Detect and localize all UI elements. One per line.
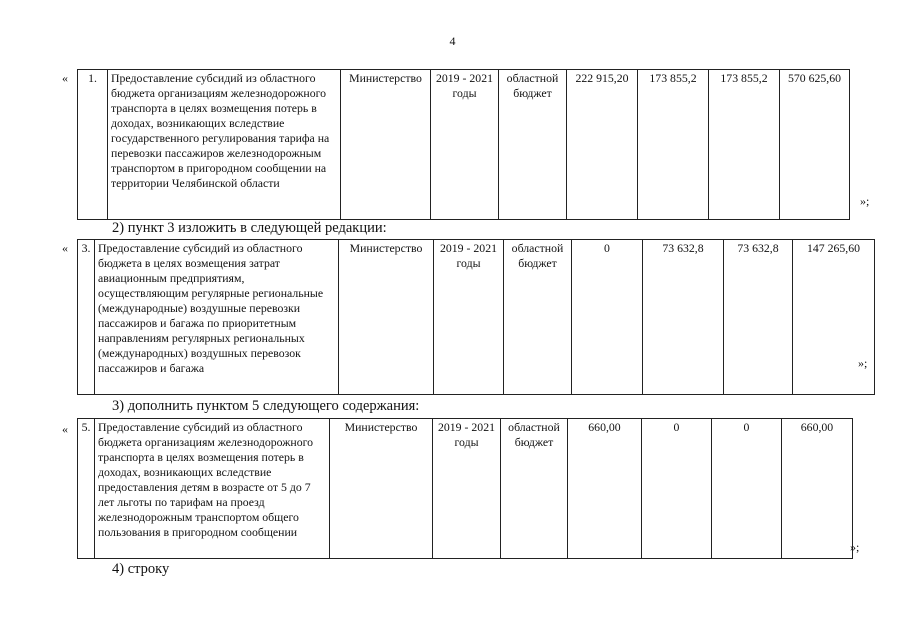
item-executor: Министерство [341,70,431,220]
item-value-2021: 173 855,2 [709,70,780,220]
item-description: Предоставление субсидий из областного бюджета организациям железнодорожного транспорта в целях возмещения потерь в доходах, возникающих вследствие предоставления детям в возрасте от 5 до 7 лет льготы по тарифам на проезд железнодорожным транспортом общего пользования в пригородном сообщении [95,419,330,559]
item-description: Предоставление субсидий из областного бюджета организациям железнодорожного транспорта в целях возмещения потерь в доходах, возникающих вследствие государственного регулирования тарифа на перевозки пассажиров железнодорожным транспортом в пригородном сообщении на территории Челябинской области [108,70,341,220]
close-quote: »; [858,356,868,370]
item-total: 660,00 [782,419,853,559]
item-total: 147 265,60 [793,240,875,395]
open-quote: « [62,422,68,436]
item-value-2019: 0 [572,240,643,395]
instruction-4: 4) строку [112,561,170,577]
item-value-2020: 73 632,8 [643,240,724,395]
item-value-2021: 0 [712,419,782,559]
item-years: 2019 - 2021 годы [433,419,501,559]
item-source: областной бюджет [504,240,572,395]
table-row-item-1 [77,69,850,220]
item-years: 2019 - 2021 годы [431,70,499,220]
item-value-2019: 222 915,20 [567,70,638,220]
open-quote: « [62,241,68,255]
item-total: 570 625,60 [780,70,850,220]
item-source: областной бюджет [499,70,567,220]
item-executor: Министерство [339,240,434,395]
page-number: 4 [449,34,456,48]
item-number: 1. [78,70,108,220]
item-number: 5. [78,419,95,559]
item-years: 2019 - 2021 годы [434,240,504,395]
item-number: 3. [78,240,95,395]
table-row-item-3 [77,239,875,395]
item-value-2021: 73 632,8 [724,240,793,395]
instruction-3: 3) дополнить пунктом 5 следующего содержания: [112,398,420,414]
item-executor: Министерство [330,419,433,559]
item-value-2020: 173 855,2 [638,70,709,220]
close-quote: »; [860,194,870,208]
open-quote: « [62,71,68,85]
item-source: областной бюджет [501,419,568,559]
close-quote: »; [850,540,860,554]
item-description: Предоставление субсидий из областного бюджета в целях возмещения затрат авиационным предприятиям, осуществляющим регулярные региональные (международные) воздушные перевозки пассажиров и багажа по приоритетным направлениям регулярных региональных (международных) воздушных перевозок пассажиров и багажа [95,240,339,395]
item-value-2020: 0 [642,419,712,559]
instruction-2: 2) пункт 3 изложить в следующей редакции: [112,220,387,236]
table-row-item-5 [77,418,853,559]
item-value-2019: 660,00 [568,419,642,559]
